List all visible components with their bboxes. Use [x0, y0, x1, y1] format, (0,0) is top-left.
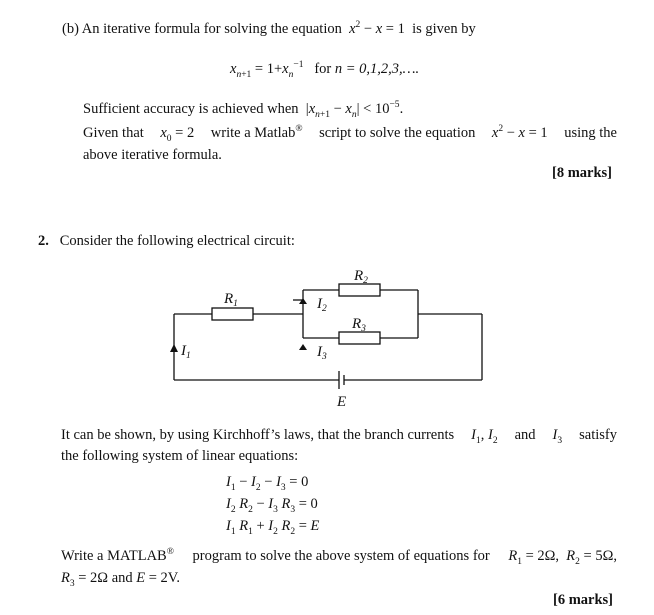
current-list: $I_1$, $I_2$: [471, 427, 498, 446]
system-intro: the following system of linear equations:: [61, 448, 299, 464]
given-x0: $x_0 = 2$: [160, 125, 195, 144]
i1-arrow-icon: [170, 344, 178, 352]
label-r1: $R_1$: [224, 291, 238, 309]
write-line-2: [61, 570, 180, 587]
kirchhoff-and: and: [514, 427, 536, 443]
label-i3: $I_3$: [317, 344, 327, 362]
i3-arrow-icon: [299, 344, 307, 350]
q2-prompt: Consider the following electrical circuit:: [59, 233, 295, 249]
r3-value: $R_3 = 2\Omega$: [61, 570, 109, 589]
r-values: $R_1 = 2\Omega$, $R_2 = 5\Omega$,: [508, 548, 617, 567]
equation-1: $I_1 - I_2 - I_3 = 0$: [226, 474, 309, 493]
label-i1: $I_1$: [181, 343, 191, 361]
partb-intro-tail: is given by: [412, 21, 476, 37]
label-i2: $I_2$: [317, 296, 327, 314]
given-equation: $x^2 - x = 1$: [491, 124, 548, 141]
formula-expression: $x_{n+1} = 1+x_n^{-1}$: [230, 60, 304, 80]
kirchhoff-end: satisfy: [579, 427, 617, 443]
given-tail: using the: [564, 125, 617, 141]
i2-arrow-icon: [299, 298, 307, 304]
write-pre: Write a MATLAB®: [61, 547, 174, 564]
equation-x2-minus-x: $x^2 - x = 1$: [349, 20, 409, 37]
formula-for: for: [314, 61, 332, 77]
equation-2: $I_2$ $R_2 - I_3$ $R_3 = 0$: [226, 496, 318, 515]
partb-marks: [8 marks]: [552, 165, 613, 181]
given-mid: write a Matlab®: [210, 124, 303, 141]
accuracy-text: Sufficient accuracy is achieved when: [83, 101, 299, 117]
given-post: script to solve the equation: [319, 125, 476, 141]
label-r3: $R_3$: [352, 316, 366, 334]
formula-range: n = 0,1,2,3,….: [334, 61, 420, 77]
equation-3: $I_1$ $R_1 + I_2$ $R_2 = E$: [226, 518, 320, 537]
accuracy-condition: $|x_{n+1} - x_n| < 10^{-5}$.: [302, 100, 404, 120]
resistor-r1: [212, 308, 253, 320]
given-pre: Given that: [83, 125, 144, 141]
write-mid: program to solve the above system of equations for: [192, 548, 490, 564]
kirchhoff-text: It can be shown, by using Kirchhoff’s laws, that the branch currents: [61, 427, 455, 443]
resistor-r2: [339, 284, 380, 296]
current-i3: $I_3$: [552, 427, 563, 446]
q2-number: 2.: [38, 233, 49, 249]
e-value: E = 2V.: [136, 570, 181, 586]
partb-line3: above iterative formula.: [83, 147, 222, 163]
write-and: and: [111, 570, 133, 586]
partb-intro: (b) An iterative formula for solving the equation: [62, 21, 342, 37]
label-e: E: [337, 394, 347, 410]
q2-marks: [6 marks]: [553, 592, 614, 608]
kirchhoff-line: [61, 427, 617, 444]
resistor-r3: [339, 332, 380, 344]
write-line: [61, 548, 617, 565]
label-r2: $R_2$: [354, 268, 368, 286]
